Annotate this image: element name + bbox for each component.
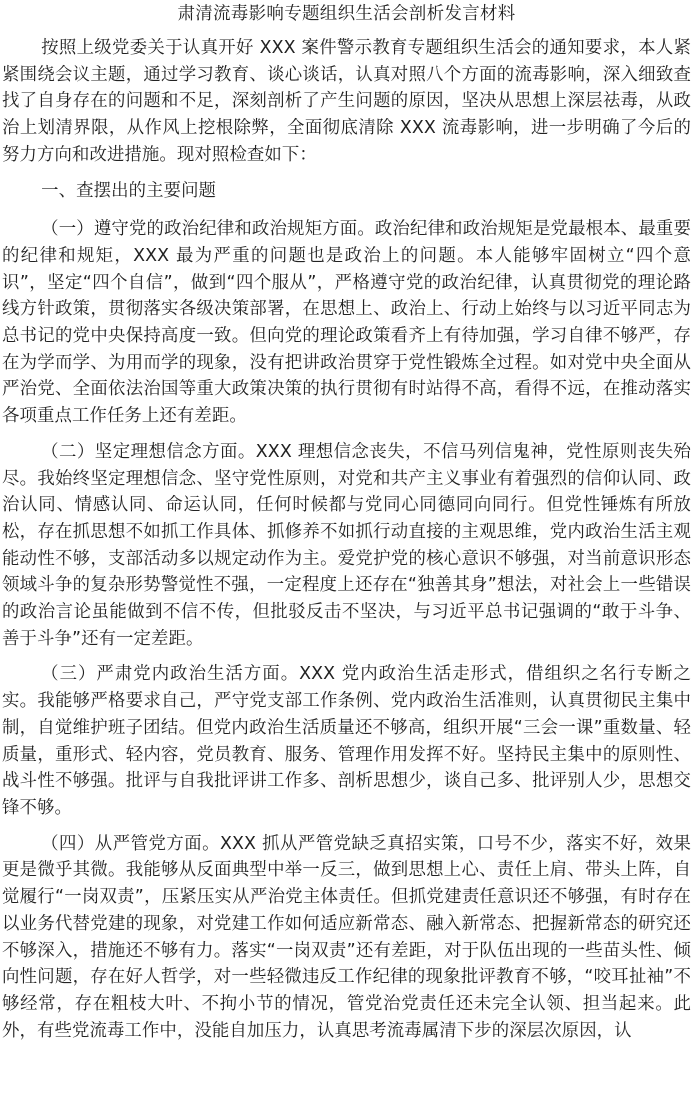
section-heading: 一、查摆出的主要问题 [41,180,217,201]
paragraph-ideals-beliefs: （二）坚定理想信念方面。XXX 理想信念丧失，不信马列信鬼神，党性原则丧失殆尽。我始终坚定理想信念、坚守党性原则，对党和共产主义事业有着强烈的信仰认同、政治认同、情感认同、命运认同，任何时候都与党同心同德同向同行。但党性锤炼有所放松，存在抓思想不如抓工作具体、抓修养不如抓行动直接的主观思维，党内政治生活主观能动性不够，支部活动多以规定动作为主。爱党护党的核心意识不够强，对当前意识形态领域斗争的复杂形势警觉性不强，一定程度上还存在“独善其身”想法，对社会上一些错误的政治言论虽能做到不信不传，但批驳反击不坚决，与习近平总书记强调的“敢于斗争、善于斗争”还有一定差距。 [2,441,691,649]
paragraph-strict-governance: （四）从严管党方面。XXX 抓从严管党缺乏真招实策，口号不少，落实不好，效果更是微乎其微。我能够从反面典型中举一反三，做到思想上心、责任上肩、带头上阵，自觉履行“一岗双责”，压紧压实从严治党主体责任。但抓党建责任意识还不够强，有时存在以业务代替党建的现象，对党建工作如何适应新常态、融入新常态、把握新常态的研究还不够深入，措施还不够有力。落实“一岗双责”还有差距，对于队伍出现的一些苗头性、倾向性问题，存在好人哲学，对一些轻微违反工作纪律的现象批评教育不够，“咬耳扯袖”不够经常，存在粗枝大叶、不拘小节的情况，管党治党责任还未完全认领、担当起来。此外，有些党流毒工作中，没能自加压力，认真思考流毒属清下步的深层次原因，认 [2,833,691,1041]
paragraph-political-discipline: （一）遵守党的政治纪律和政治规矩方面。政治纪律和政治规矩是党最根本、最重要的纪律和规矩，XXX 最为严重的问题也是政治上的问题。本人能够牢固树立“四个意识”，坚定“四个自信”，做到“四个服从”，严格遵守党的政治纪律，认真贯彻党的理论路线方针政策，贯彻落实各级决策部署，在思想上、政治上、行动上始终与以习近平同志为总书记的党中央保持高度一致。但向党的理论政策看齐上有待加强，学习自律不够严，存在为学而学、为用而学的现象，没有把讲政治贯穿于党性锻炼全过程。如对党中央全面从严治党、全面依法治国等重大政策决策的执行贯彻有时站得不高，看得不远，在推动落实各项重点工作任务上还有差距。 [2,219,691,427]
paragraph-party-political-life: （三）严肃党内政治生活方面。XXX 党内政治生活走形式，借组织之名行专断之实。我能够严格要求自己，严守党支部工作条例、党内政治生活准则，认真贯彻民主集中制，自觉维护班子团结。但党内政治生活质量还不够高，组织开展“三会一课”重数量、轻质量，重形式、轻内容，党员教育、服务、管理作用发挥不好。坚持民主集中的原则性、战斗性不够强。批评与自我批评讲工作多、剖析思想少，谈自己多、批评别人少，思想交锋不够。 [2,664,691,818]
intro-paragraph: 按照上级党委关于认真开好 XXX 案件警示教育专题组织生活会的通知要求，本人紧紧围绕会议主题，通过学习教育、谈心谈话，认真对照八个方面的流毒影响，深入细致查找了自身存在的问题和不足，深刻剖析了产生问题的原因，坚决从思想上深层祛毒，从政治上划清界限，从作风上挖根除弊，全面彻底清除 XXX 流毒影响，进一步明确了今后的努力方向和改进措施。现对照检查如下： [2,38,691,165]
document-title: 肃清流毒影响专题组织生活会剖析发言材料 [177,4,516,24]
